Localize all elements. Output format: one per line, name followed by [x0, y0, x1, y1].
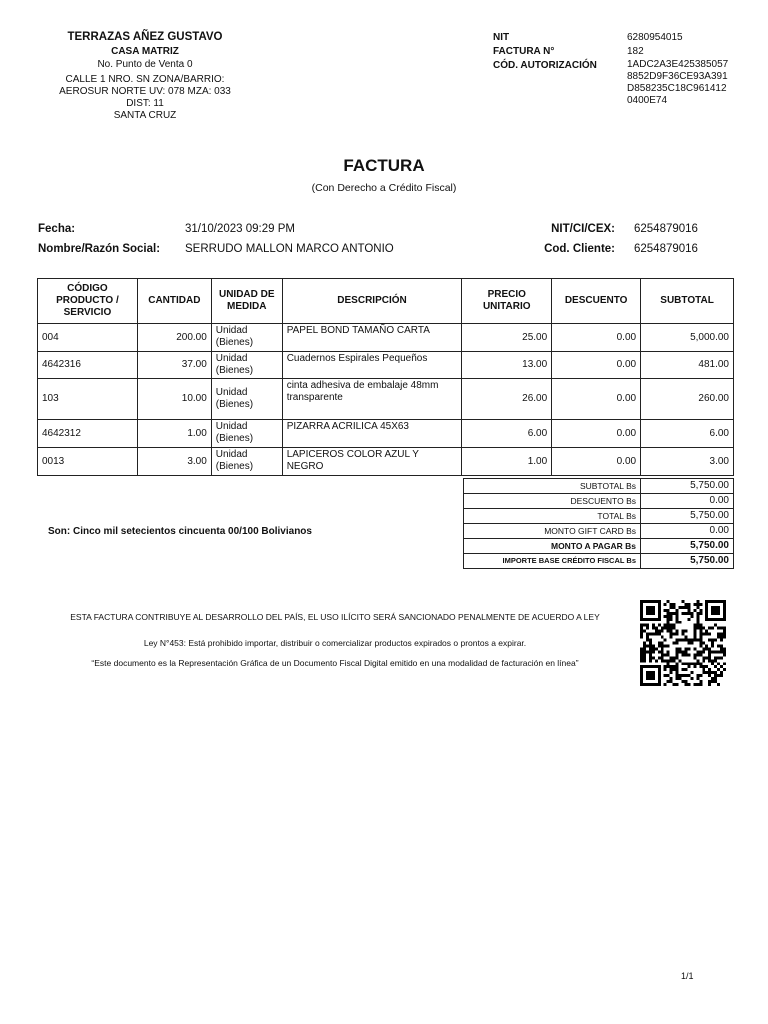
- cell-price: 13.00: [462, 352, 552, 379]
- client-id-label: NIT/CI/CEX:: [551, 223, 615, 235]
- table-row: [38, 324, 734, 352]
- col-header-desc: DESCRIPCIÓN: [282, 279, 462, 324]
- cell-subtotal: 481.00: [641, 352, 734, 379]
- cell-discount: 0.00: [552, 379, 641, 420]
- cell-discount: 0.00: [552, 420, 641, 448]
- client-name-label: Nombre/Razón Social:: [38, 243, 161, 255]
- cell-desc: LAPICEROS COLOR AZUL Y NEGRO: [282, 448, 462, 476]
- cell-subtotal: 6.00: [641, 420, 734, 448]
- client-name-value: SERRUDO MALLON MARCO ANTONIO: [185, 243, 394, 255]
- total-value: 5,750.00: [641, 509, 734, 524]
- col-header-unit: UNIDAD DE MEDIDA: [211, 279, 282, 324]
- cell-qty: 37.00: [137, 352, 211, 379]
- address-line: CALLE 1 NRO. SN ZONA/BARRIO:: [65, 74, 225, 85]
- document-subtitle: (Con Derecho a Crédito Fiscal): [311, 182, 457, 194]
- cell-code: 4642312: [38, 420, 138, 448]
- cell-price: 25.00: [462, 324, 552, 352]
- nit-value: 6280954015: [627, 32, 683, 43]
- auth-code-line: 8852D9F36CE93A391: [627, 71, 728, 82]
- date-label: Fecha:: [38, 223, 76, 235]
- table-row: [38, 352, 734, 379]
- cell-unit: Unidad (Bienes): [211, 352, 282, 379]
- subtotal-value: 5,750.00: [641, 479, 734, 494]
- col-header-code: CÓDIGO PRODUCTO / SERVICIO: [38, 279, 138, 324]
- cell-desc: cinta adhesiva de embalaje 48mm transparente: [282, 379, 462, 420]
- totals-row: [464, 539, 734, 554]
- tax-base-label: IMPORTE BASE CRÉDITO FISCAL Bs: [464, 554, 641, 569]
- qr-code-icon: [640, 600, 726, 686]
- auth-code-value: [627, 59, 728, 107]
- totals-row: [464, 479, 734, 494]
- client-code-label: Cod. Cliente:: [544, 243, 615, 255]
- cell-discount: 0.00: [552, 352, 641, 379]
- legal-notice: ESTA FACTURA CONTRIBUYE AL DESARROLLO DEL PAÍS, EL USO ILÍCITO SERÁ SANCIONADO PENALMENTE DE ACUERDO A LEY: [70, 612, 600, 622]
- cell-desc: PAPEL BOND TAMAÑO CARTA: [282, 324, 462, 352]
- cell-desc: Cuadernos Espirales Pequeños: [282, 352, 462, 379]
- table-header-row: [38, 279, 734, 324]
- col-header-subtotal: SUBTOTAL: [641, 279, 734, 324]
- cell-unit: Unidad (Bienes): [211, 448, 282, 476]
- col-header-qty: CANTIDAD: [137, 279, 211, 324]
- nit-label: NIT: [493, 32, 510, 43]
- totals-row: [464, 554, 734, 569]
- date-value: 31/10/2023 09:29 PM: [185, 223, 295, 235]
- cell-price: 1.00: [462, 448, 552, 476]
- digital-document-notice: “Este documento es la Representación Gráfica de un Documento Fiscal Digital emitido en una modalidad de facturación en línea”: [91, 658, 579, 668]
- cell-unit: Unidad (Bienes): [211, 324, 282, 352]
- issuer-name: TERRAZAS AÑEZ GUSTAVO: [67, 31, 223, 43]
- totals-row: [464, 524, 734, 539]
- cell-price: 6.00: [462, 420, 552, 448]
- cell-qty: 3.00: [137, 448, 211, 476]
- total-label: TOTAL Bs: [464, 509, 641, 524]
- cell-qty: 10.00: [137, 379, 211, 420]
- cell-qty: 1.00: [137, 420, 211, 448]
- cell-code: 4642316: [38, 352, 138, 379]
- auth-code-line: D858235C18C961412: [627, 83, 727, 94]
- totals-table: [463, 478, 734, 569]
- col-header-price: PRECIO UNITARIO: [462, 279, 552, 324]
- consumer-law-notice: Ley N°453: Está prohibido importar, distribuir o comercializar productos expirados o prontos a expirar.: [143, 638, 527, 648]
- cell-desc: PIZARRA ACRILICA 45X63: [282, 420, 462, 448]
- cell-qty: 200.00: [137, 324, 211, 352]
- discount-label: DESCUENTO Bs: [464, 494, 641, 509]
- table-row: [38, 379, 734, 420]
- cell-code: 103: [38, 379, 138, 420]
- amount-due-label: MONTO A PAGAR Bs: [464, 539, 641, 554]
- cell-code: 004: [38, 324, 138, 352]
- totals-row: [464, 494, 734, 509]
- address-line: AEROSUR NORTE UV: 078 MZA: 033: [59, 86, 231, 97]
- page-number: 1/1: [681, 971, 694, 981]
- table-row: [38, 448, 734, 476]
- cell-price: 26.00: [462, 379, 552, 420]
- table-row: [38, 420, 734, 448]
- col-header-discount: DESCUENTO: [552, 279, 641, 324]
- totals-row: [464, 509, 734, 524]
- amount-in-words: Son: Cinco mil setecientos cincuenta 00/100 Bolivianos: [48, 526, 312, 537]
- point-of-sale: No. Punto de Venta 0: [97, 59, 193, 70]
- gift-card-value: 0.00: [641, 524, 734, 539]
- discount-value: 0.00: [641, 494, 734, 509]
- tax-base-value: 5,750.00: [641, 554, 734, 569]
- issuer-branch: CASA MATRIZ: [111, 46, 179, 57]
- auth-code-label: CÓD. AUTORIZACIÓN: [493, 60, 597, 71]
- items-table: [37, 278, 734, 476]
- cell-subtotal: 260.00: [641, 379, 734, 420]
- subtotal-label: SUBTOTAL Bs: [464, 479, 641, 494]
- cell-code: 0013: [38, 448, 138, 476]
- invoice-number-label: FACTURA N°: [493, 46, 555, 57]
- cell-subtotal: 5,000.00: [641, 324, 734, 352]
- issuer-block: [40, 30, 250, 122]
- cell-subtotal: 3.00: [641, 448, 734, 476]
- document-title: FACTURA: [343, 156, 425, 175]
- cell-discount: 0.00: [552, 448, 641, 476]
- auth-code-line: 1ADC2A3E425385057: [627, 59, 729, 70]
- cell-discount: 0.00: [552, 324, 641, 352]
- client-id-value: 6254879016: [634, 223, 698, 235]
- address-line: SANTA CRUZ: [113, 110, 177, 121]
- auth-code-line: 0400E74: [627, 95, 668, 106]
- address-line: DIST: 11: [126, 98, 164, 109]
- cell-unit: Unidad (Bienes): [211, 420, 282, 448]
- gift-card-label: MONTO GIFT CARD Bs: [464, 524, 641, 539]
- client-code-value: 6254879016: [634, 243, 698, 255]
- cell-unit: Unidad (Bienes): [211, 379, 282, 420]
- amount-due-value: 5,750.00: [641, 539, 734, 554]
- invoice-number-value: 182: [627, 46, 644, 57]
